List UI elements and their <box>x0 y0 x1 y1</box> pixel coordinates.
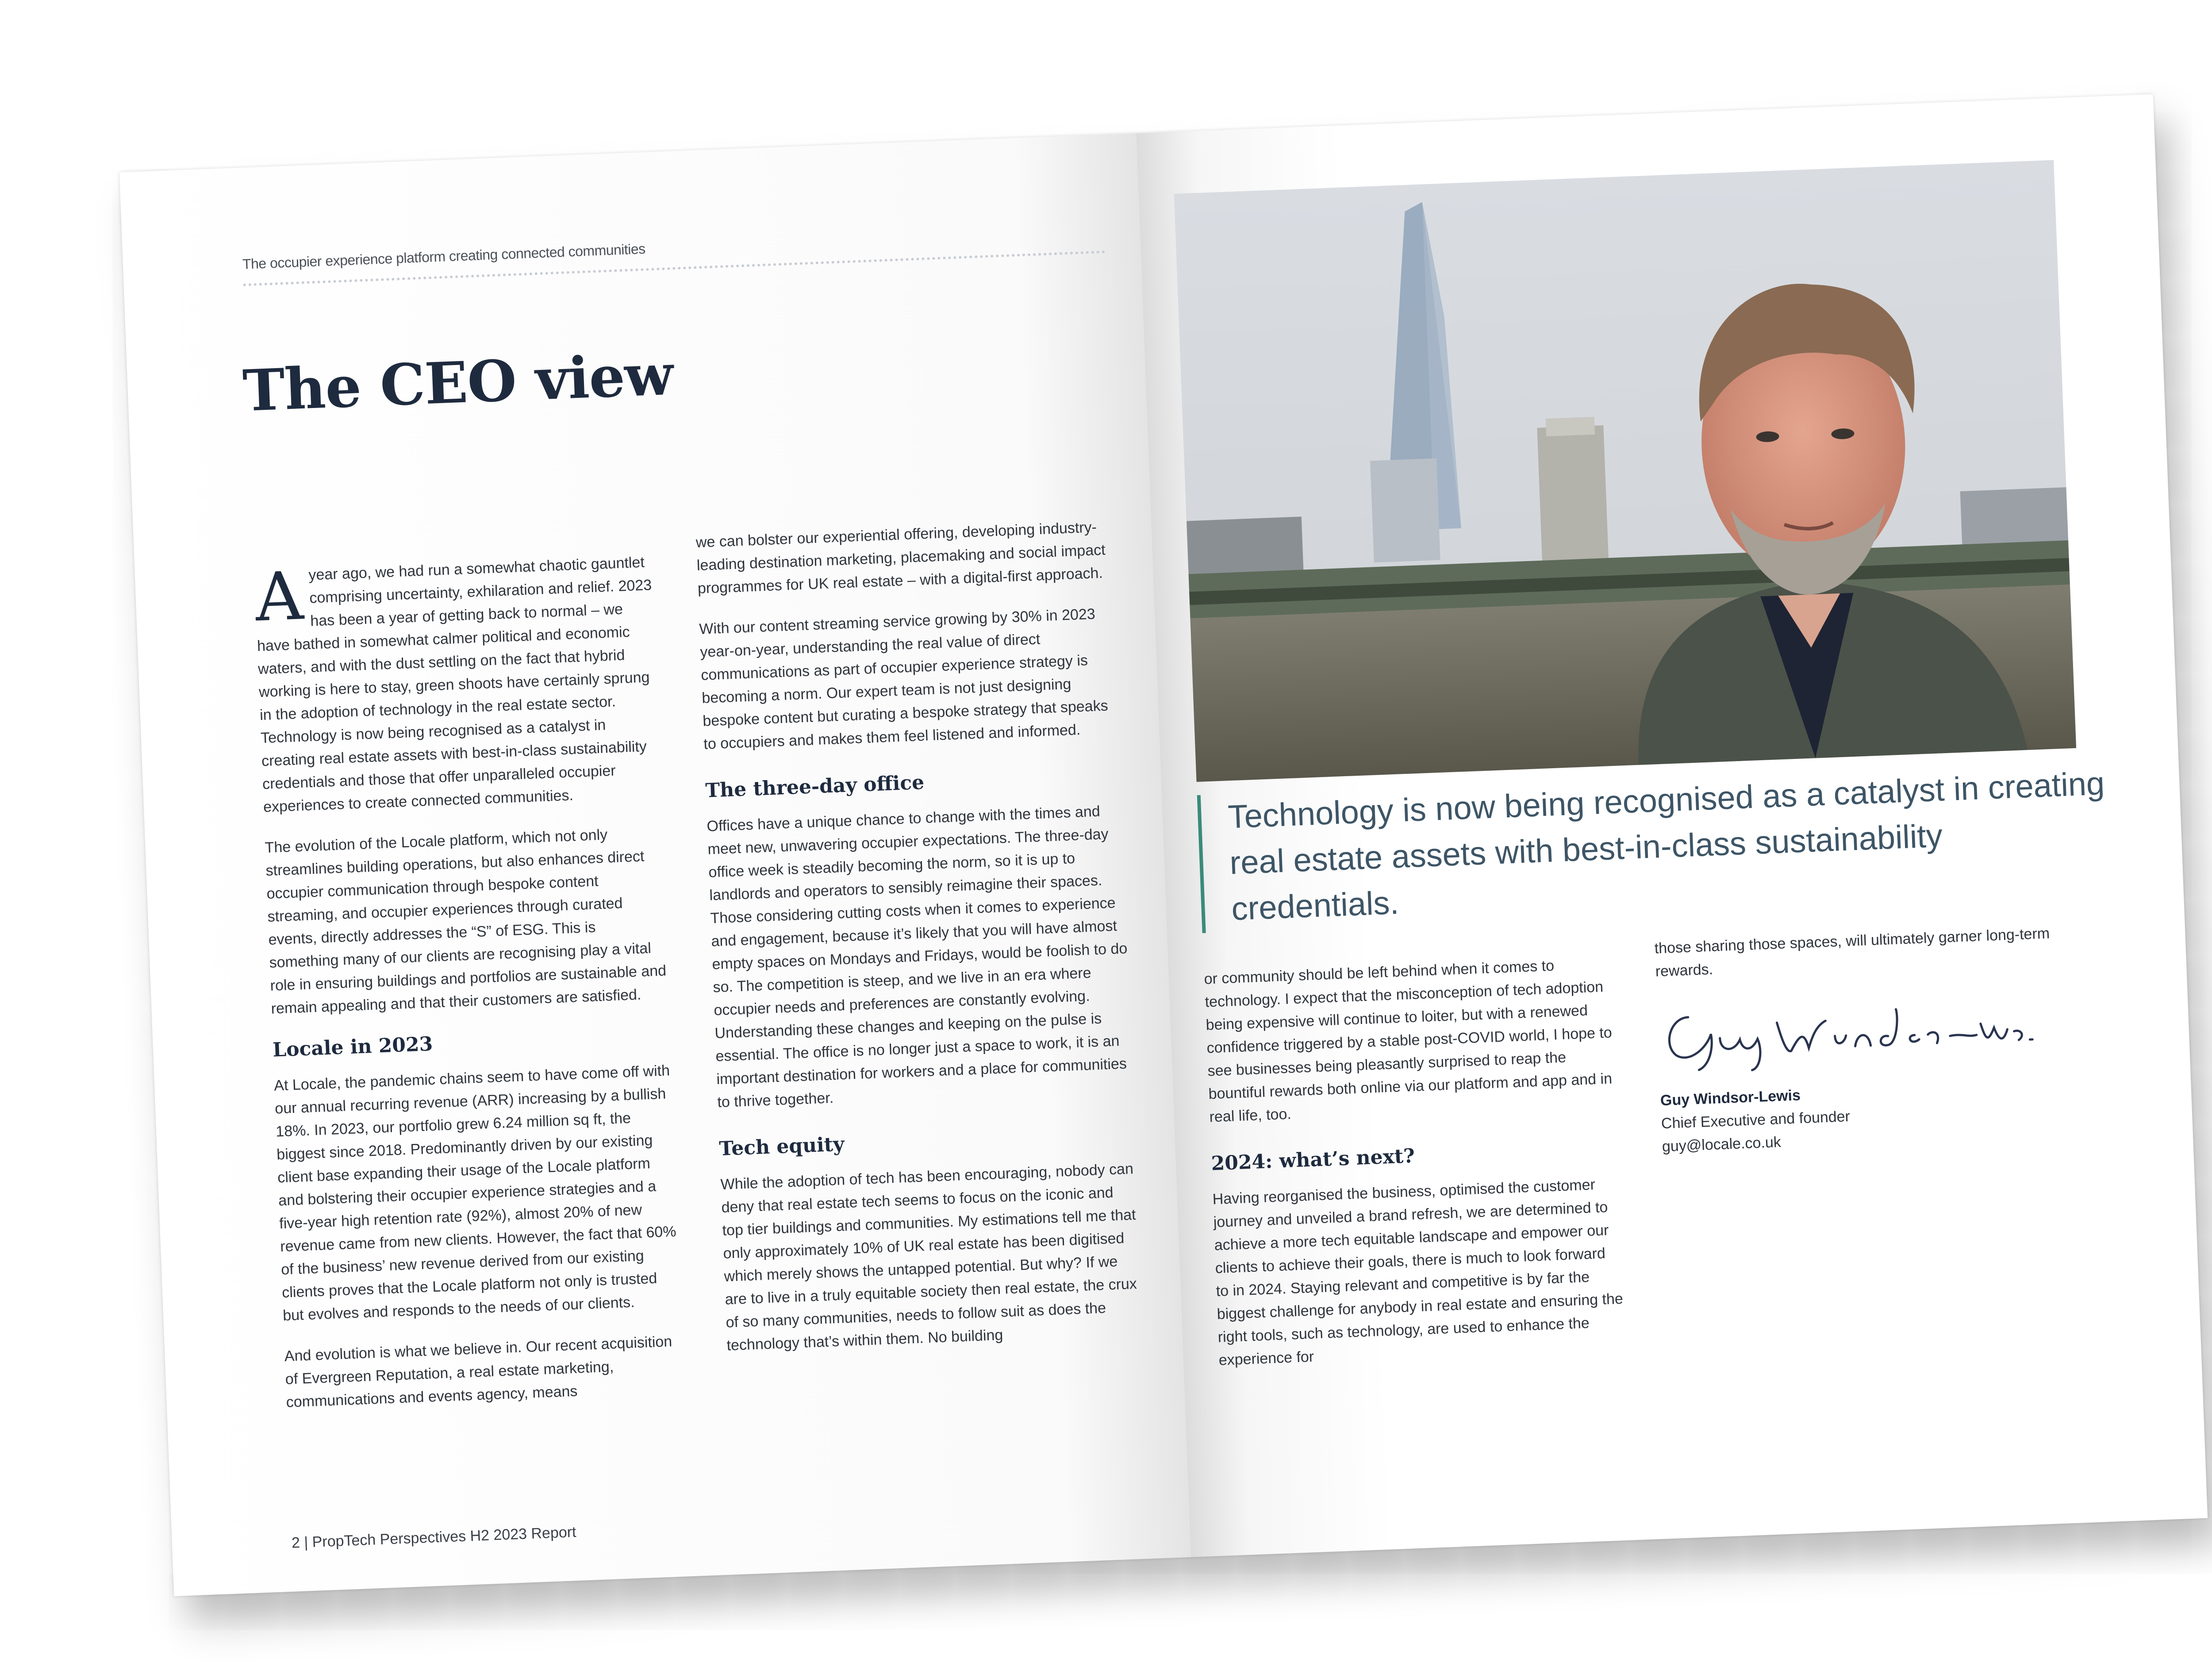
paragraph-three-day: Offices have a unique chance to change with the times and meet new, unwavering occupier expectations. The three-day office week is steadily becoming the norm, so it is up to landlords and operators to sensibly reimagine their spaces. Those considering cutting costs when it comes to experience and engagement, because it’s likely that you will have almost empty spaces on Mondays and Fridays, would be foolish to do so. The competition is steep, and we live in an era where occupier needs and preferences are constantly evolving. Understanding these changes and keeping on the pulse is essential. The office is no longer just a space to work, it is an important destination for workers and a place for communities to thrive together. <box>706 803 1128 1111</box>
column-c <box>1204 952 1627 1389</box>
paragraph-locale: At Locale, the pandemic chains seem to have come off with our annual recurring revenue (ARR) increasing by a bullish 18%. In 2023, our portfolio grew 6.24 million sq ft, the biggest since 2018. Predominantly driven by our existing client base expanding their usage of the Locale platform and bolstering their occupier experience strategies and a five-year high retention rate (92%), almost 20% of new revenue came from new clients. However, the fact that 60% of the business’ new revenue derived from our existing clients proves that the Locale platform not only is trusted but evolves and responds to the needs of our clients. <box>273 1062 677 1324</box>
paragraph-whats-next: Having reorganised the business, optimised the customer journey and unveiled a brand refresh, we are determined to achieve a more tech equitable landscape and empower our clients to achieve their goals, there is much to look forward to in 2024. Staying relevant and competitive is by far the biggest challenge for anybody in real estate and ensuring the right tools, such as technology, are used to enhance the experience for <box>1212 1176 1624 1369</box>
magazine-spread <box>119 94 2208 1596</box>
paragraph-tech-equity: While the adoption of tech has been encouraging, nobody can deny that real estate tech seems to focus on the iconic and top tier buildings and communities. My estimations tell me that only approximately 10% of UK real estate has been digitised which merely shows the untapped potential. But why? If we are to live in a truly equitable society then real estate, the crux of so many communities, needs to follow suit as does the technology that’s within them. No building <box>720 1160 1137 1354</box>
signatory-name: Guy Windsor-Lewis <box>1660 1087 1801 1109</box>
paragraph-rewards: those sharing those spaces, will ultimately garner long-term rewards. <box>1654 925 2050 980</box>
signature-image <box>1656 986 2039 1076</box>
ceo-photo-illustration <box>1174 160 2077 782</box>
heading-three-day-office: The three-day office <box>705 771 925 802</box>
paragraph-acquisition: And evolution is what we believe in. Our recent acquisition of Evergreen Reputation, a real estate marketing, communications and events agency, means <box>284 1333 672 1411</box>
pull-quote: Technology is now being recognised as a catalyst in creating real estate assets with best-in-class sustainability credentials. <box>1197 760 2116 933</box>
intro-text: year ago, we had run a somewhat chaotic gauntlet comprising uncertainty, exhilaration and relief. 2023 has been a year of getting back to normal – we have bathed in somewhat calmer political and economic waters, and with the dust settling on the fact that hybrid working is here to stay, green shoots have certainly sprung in the adoption of technology in the real estate sector. Technology is now being recognised as a catalyst in creating real estate assets with best-in-class sustainability credentials and those that offer unparalleled occupier experiences to create connected communities. <box>257 554 652 816</box>
page-title: The CEO view <box>242 341 674 425</box>
heading-whats-next: 2024: what’s next? <box>1210 1144 1415 1175</box>
handwritten-signature <box>1656 985 2070 1076</box>
signatory-role: Chief Executive and founder <box>1661 1108 1851 1132</box>
right-page <box>1136 94 2208 1557</box>
drop-cap: A <box>253 558 305 637</box>
ceo-photo <box>1174 160 2077 782</box>
paragraph-community: or community should be left behind when it comes to technology. I expect that the misconception of tech adoption being expensive will continue to loiter, but with a renewed confidence triggered by a stable post-COVID world, I hope to see businesses being pleasantly surprised to reap the bountiful rewards both online via our platform and app and in real life, too. <box>1203 957 1613 1126</box>
paragraph-content-streaming: With our content streaming service growing by 30% in 2023 year-on-year, understanding the real value of direct communications as part of occupier experience strategy is becoming a norm. Our expert team is not just designing bespoke content but curating a bespoke strategy that speaks to occupiers and makes them feel listened and informed. <box>699 605 1109 753</box>
heading-tech-equity: Tech equity <box>718 1133 845 1161</box>
column-d <box>1654 921 2074 1158</box>
signatory-email[interactable]: guy@locale.co.uk <box>1662 1133 1782 1155</box>
page-footer: 2 | PropTech Perspectives H2 2023 Report <box>291 1524 577 1551</box>
paragraph-evolution: The evolution of the Locale platform, which not only streamlines building operations, but also enhances direct occupier communication through bespoke content streaming, and occupier experiences through curated events, directly addresses the “S” of ESG. This is something many of our clients are recognising play a vital role in ensuring buildings and portfolios are sustainable and remain appealing and that their customers are satisfied. <box>265 826 667 1017</box>
paragraph-bolster: we can bolster our experiential offering, developing industry-leading destination marketing, placemaking and social impact programmes for UK real estate – with a digital-first approach. <box>695 519 1106 597</box>
heading-locale-2023: Locale in 2023 <box>272 1032 434 1062</box>
column-a <box>254 550 685 1432</box>
intro-paragraph <box>254 550 661 819</box>
running-head: The occupier experience platform creating connected communities <box>242 240 646 272</box>
column-b <box>695 515 1144 1375</box>
left-page <box>119 133 1191 1596</box>
